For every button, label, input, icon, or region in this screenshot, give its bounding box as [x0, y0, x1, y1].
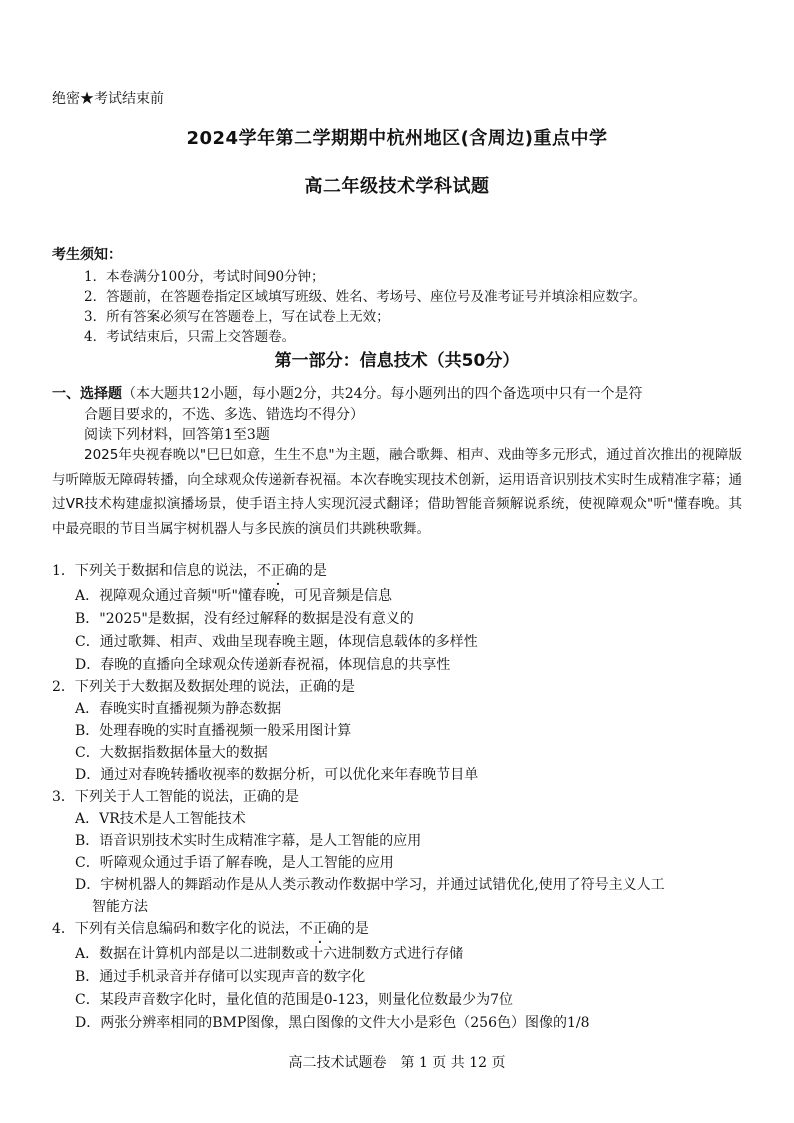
emphasis-mark: 不正确 — [298, 921, 341, 937]
question-2-option-b: B．处理春晚的实时直播视频一般采用图计算 — [75, 723, 352, 739]
confidential-label: 绝密★考试结束前 — [52, 91, 164, 107]
emphasis-mark: 不正确 — [256, 563, 299, 579]
reading-material: 2025年央视春晚以"巳巳如意，生生不息"为主题，融合歌舞、相声、戏曲等多元形式，通过首次推出的视障版与听障版无障碍转播，向全球观众传递新春祝福。本次春晚实现技术创新，运用语音识别技术实时生成精准字幕；通过VR技术构建虚拟演播场景，使手语主持人实现沉浸式翻译；借助智能音频解说系统，使视障观众"听"懂春晚。其中最亮眼的节目当属宇树机器人与多民族的演员们共跳秧歌舞。 — [52, 447, 742, 537]
reading-intro: 阅读下列材料，回答第1至3题 — [84, 427, 270, 443]
stem-text: 4．下列有关信息编码和数字化的说法， — [52, 921, 299, 937]
question-3-option-d: D．宇树机器人的舞蹈动作是从人类示教动作数据中学习，并通过试错优化,使用了符号主义人工 — [75, 877, 665, 893]
notice-item: 2．答题前，在答题卷指定区域填写班级、姓名、考场号、座位号及准考证号并填涂相应数字。 — [84, 289, 647, 305]
question-2-option-a: A．春晚实时直播视频为静态数据 — [75, 701, 282, 717]
section-description: （本大题共12小题，每小题2分，共24分。每小题列出的四个备选项中只有一个是符 — [122, 386, 643, 402]
stem-text: 1．下列关于数据和信息的说法， — [52, 563, 257, 579]
question-3-stem: 3．下列关于人工智能的说法，正确的是 — [52, 789, 299, 805]
question-2-stem: 2．下列关于大数据及数据处理的说法，正确的是 — [52, 679, 355, 695]
question-4-option-b: B．通过手机录音并存储可以实现声音的数字化 — [75, 969, 366, 985]
notice-item: 1．本卷满分100分，考试时间90分钟； — [84, 269, 325, 285]
question-4-stem — [52, 918, 369, 938]
question-3-option-d-cont: 智能方法 — [92, 899, 148, 915]
exam-title: 2024学年第二学期期中杭州地区(含周边)重点中学 — [186, 128, 608, 149]
question-2-option-c: C．大数据指数据体量大的数据 — [75, 745, 268, 761]
exam-subtitle: 高二年级技术学科试题 — [304, 176, 490, 197]
question-1-option-d: D．春晚的直播向全球观众传递新春祝福，体现信息的共享性 — [75, 657, 451, 673]
notice-heading: 考生须知： — [52, 247, 122, 263]
section-header — [52, 384, 752, 404]
notice-item: 3．所有答案必须写在答题卷上，写在试卷上无效； — [84, 309, 390, 325]
question-4-option-a: A．数据在计算机内部是以二进制数或十六进制数方式进行存储 — [75, 946, 464, 962]
question-1-option-a: A．视障观众通过音频"听"懂春晚，可见音频是信息 — [75, 588, 392, 604]
question-3-option-c: C．听障观众通过手语了解春晚，是人工智能的应用 — [75, 855, 394, 871]
question-1-option-b: B．"2025"是数据，没有经过解释的数据是没有意义的 — [75, 611, 414, 627]
question-1-option-c: C．通过歌舞、相声、戏曲呈现春晚主题，体现信息载体的多样性 — [75, 634, 478, 650]
part-one-title: 第一部分：信息技术（共50分） — [274, 351, 520, 371]
section-label: 一、选择题 — [52, 386, 122, 402]
stem-text: 的是 — [340, 921, 369, 937]
question-4-option-d: D．两张分辨率相同的BMP图像，黑白图像的文件大小是彩色（256色）图像的1/8 — [75, 1015, 590, 1031]
page-footer: 高二技术试题卷 第 1 页 共 12 页 — [288, 1055, 506, 1071]
notice-item: 4．考试结束后，只需上交答题卷。 — [84, 329, 296, 345]
question-4-option-c: C．某段声音数字化时，量化值的范围是0-123，则量化位数最少为7位 — [75, 992, 513, 1008]
stem-text: 的是 — [298, 563, 327, 579]
question-3-option-a: A．VR技术是人工智能技术 — [75, 811, 246, 827]
question-3-option-b: B．语音识别技术实时生成精准字幕，是人工智能的应用 — [75, 833, 422, 849]
section-description-cont: 合题目要求的，不选、多选、错选均不得分） — [84, 407, 364, 423]
question-1-stem — [52, 560, 327, 580]
question-2-option-d: D．通过对春晚转播收视率的数据分析，可以优化来年春晚节目单 — [75, 767, 479, 783]
